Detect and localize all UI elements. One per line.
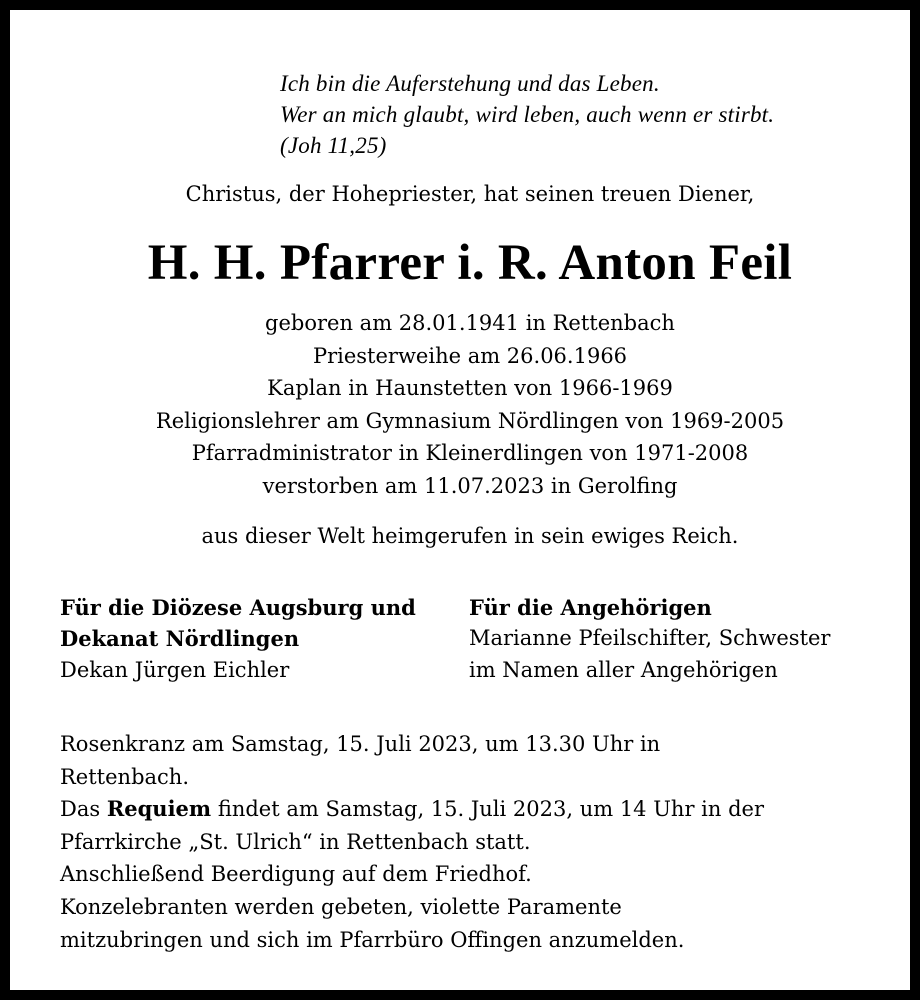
requiem-line-2: Pfarrkirche „St. Ulrich“ in Rettenbach statt. — [60, 829, 531, 854]
requiem-keyword: Requiem — [106, 796, 212, 822]
rosary-line-1: Rosenkranz am Samstag, 15. Juli 2023, um 13.30 Uhr in — [60, 732, 661, 756]
intro-text: Christus, der Hohepriester, hat seinen treuen Diener, — [185, 182, 755, 206]
bio-line-death: verstorben am 11.07.2023 in Gerolfing — [262, 473, 678, 498]
rosary-line-2: Rettenbach. — [60, 764, 189, 789]
requiem-line-1 — [60, 793, 890, 826]
bio-line-ordination: Priesterweihe am 26.06.1966 — [312, 343, 628, 368]
deceased-name: H. H. Pfarrer i. R. Anton Feil — [147, 235, 793, 291]
requiem-prefix: Das — [60, 797, 107, 822]
diocese-heading-line-1: Für die Diözese Augsburg und — [60, 595, 416, 620]
biography — [20, 307, 920, 503]
quote-line-1: Ich bin die Auferstehung und das Leben. — [280, 71, 660, 96]
concelebrants-line-2: mitzubringen und sich im Pfarrbüro Offingen anzumelden. — [60, 927, 685, 952]
signature-family — [469, 592, 830, 686]
quote-line-2: Wer an mich glaubt, wird leben, auch wenn er stirbt. — [280, 102, 775, 127]
family-heading: Für die Angehörigen — [469, 595, 712, 620]
burial-line: Anschließend Beerdigung auf dem Friedhof. — [60, 862, 532, 887]
diocese-heading-line-2: Dekanat Nördlingen — [60, 626, 300, 652]
family-signer: Marianne Pfeilschifter, Schwester — [469, 626, 831, 651]
bio-line-teacher: Religionslehrer am Gymnasium Nördlingen von 1969-2005 — [155, 408, 785, 433]
quote-reference: (Joh 11,25) — [280, 133, 387, 158]
signature-diocese — [60, 592, 416, 686]
closing-text: aus dieser Welt heimgerufen in sein ewiges Reich. — [201, 524, 739, 548]
bio-line-birth: geboren am 28.01.1941 in Rettenbach — [265, 311, 675, 335]
requiem-rest: findet am Samstag, 15. Juli 2023, um 14 Uhr in der — [211, 797, 764, 822]
bio-line-chaplain: Kaplan in Haunstetten von 1966-1969 — [267, 376, 673, 401]
concelebrants-line-1: Konzelebranten werden gebeten, violette Paramente — [60, 894, 622, 919]
bio-line-administrator: Pfarradministrator in Kleinerdlingen von 1971-2008 — [191, 441, 749, 466]
family-note: im Namen aller Angehörigen — [469, 657, 778, 682]
diocese-signer: Dekan Jürgen Eichler — [60, 657, 290, 682]
bible-quote — [280, 68, 774, 161]
service-details — [60, 728, 890, 956]
